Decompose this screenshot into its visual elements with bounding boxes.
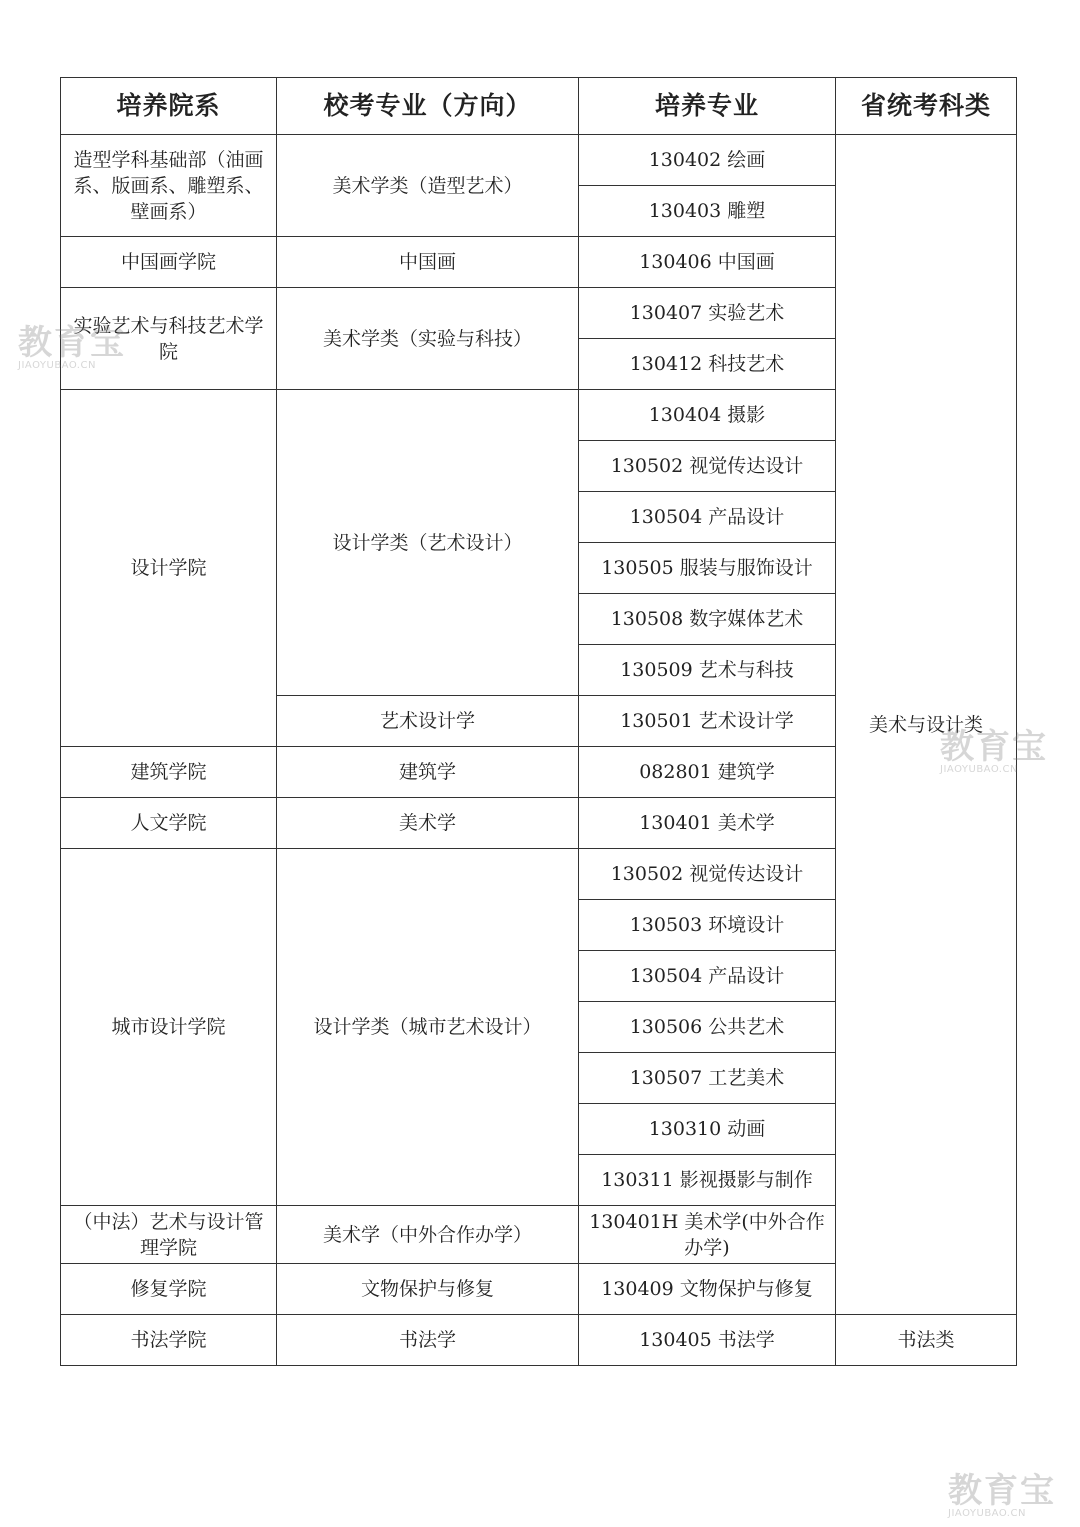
header-college: 培养院系 xyxy=(61,78,277,135)
table-header-row xyxy=(61,78,1017,135)
watermark-text: 教育宝 xyxy=(940,727,1048,767)
major-cell: 082801 建筑学 xyxy=(579,747,836,798)
watermark-url: JIAOYUBAO.CN xyxy=(940,764,1018,775)
major-cell: 130412 科技艺术 xyxy=(579,339,836,390)
exam-major-cell: 美术学类（实验与科技） xyxy=(277,288,579,390)
major-cell: 130505 服装与服饰设计 xyxy=(579,543,836,594)
college-cell: 建筑学院 xyxy=(61,747,277,798)
major-cell: 130504 产品设计 xyxy=(579,951,836,1002)
major-cell: 130310 动画 xyxy=(579,1104,836,1155)
watermark-text: 教育宝 xyxy=(948,1471,1056,1511)
enrollment-table xyxy=(60,77,1017,1366)
college-cell: 设计学院 xyxy=(61,390,277,747)
exam-major-cell: 美术学 xyxy=(277,798,579,849)
watermark-logo xyxy=(948,1471,1056,1519)
major-cell: 130401H 美术学(中外合作办学) xyxy=(579,1206,836,1264)
major-cell: 130503 环境设计 xyxy=(579,900,836,951)
major-cell: 130402 绘画 xyxy=(579,135,836,186)
major-cell: 130508 数字媒体艺术 xyxy=(579,594,836,645)
major-cell: 130407 实验艺术 xyxy=(579,288,836,339)
category-cell-calligraphy: 书法类 xyxy=(836,1315,1017,1366)
watermark-text: 教育宝 xyxy=(18,323,126,363)
college-cell: 人文学院 xyxy=(61,798,277,849)
table-row xyxy=(61,135,1017,186)
major-cell: 130501 艺术设计学 xyxy=(579,696,836,747)
exam-major-cell: 设计学类（城市艺术设计） xyxy=(277,849,579,1206)
exam-major-cell: 艺术设计学 xyxy=(277,696,579,747)
college-cell: 实验艺术与科技艺术学院 xyxy=(61,288,277,390)
college-cell: 修复学院 xyxy=(61,1264,277,1315)
exam-major-cell: 书法学 xyxy=(277,1315,579,1366)
category-cell: 美术与设计类 xyxy=(836,135,1017,1315)
table-row xyxy=(61,1315,1017,1366)
major-cell: 130509 艺术与科技 xyxy=(579,645,836,696)
college-cell: 中国画学院 xyxy=(61,237,277,288)
exam-major-cell: 建筑学 xyxy=(277,747,579,798)
major-cell: 130401 美术学 xyxy=(579,798,836,849)
major-cell: 130409 文物保护与修复 xyxy=(579,1264,836,1315)
exam-major-cell: 设计学类（艺术设计） xyxy=(277,390,579,696)
header-exam-major: 校考专业（方向） xyxy=(277,78,579,135)
college-cell: 书法学院 xyxy=(61,1315,277,1366)
watermark-url: JIAOYUBAO.CN xyxy=(948,1508,1026,1519)
major-cell: 130504 产品设计 xyxy=(579,492,836,543)
major-cell: 130506 公共艺术 xyxy=(579,1002,836,1053)
header-training-major: 培养专业 xyxy=(579,78,836,135)
major-cell: 130405 书法学 xyxy=(579,1315,836,1366)
major-cell: 130507 工艺美术 xyxy=(579,1053,836,1104)
exam-major-cell: 美术学（中外合作办学） xyxy=(277,1206,579,1264)
major-cell: 130406 中国画 xyxy=(579,237,836,288)
major-cell: 130502 视觉传达设计 xyxy=(579,849,836,900)
exam-major-cell: 美术学类（造型艺术） xyxy=(277,135,579,237)
exam-major-cell: 文物保护与修复 xyxy=(277,1264,579,1315)
major-cell: 130403 雕塑 xyxy=(579,186,836,237)
college-cell: 城市设计学院 xyxy=(61,849,277,1206)
exam-major-cell: 中国画 xyxy=(277,237,579,288)
major-cell: 130502 视觉传达设计 xyxy=(579,441,836,492)
college-cell: 造型学科基础部（油画系、版画系、雕塑系、壁画系） xyxy=(61,135,277,237)
major-cell: 130311 影视摄影与制作 xyxy=(579,1155,836,1206)
watermark-url: JIAOYUBAO.CN xyxy=(18,360,96,371)
header-province-category: 省统考科类 xyxy=(836,78,1017,135)
college-cell: （中法）艺术与设计管理学院 xyxy=(61,1206,277,1264)
major-cell: 130404 摄影 xyxy=(579,390,836,441)
